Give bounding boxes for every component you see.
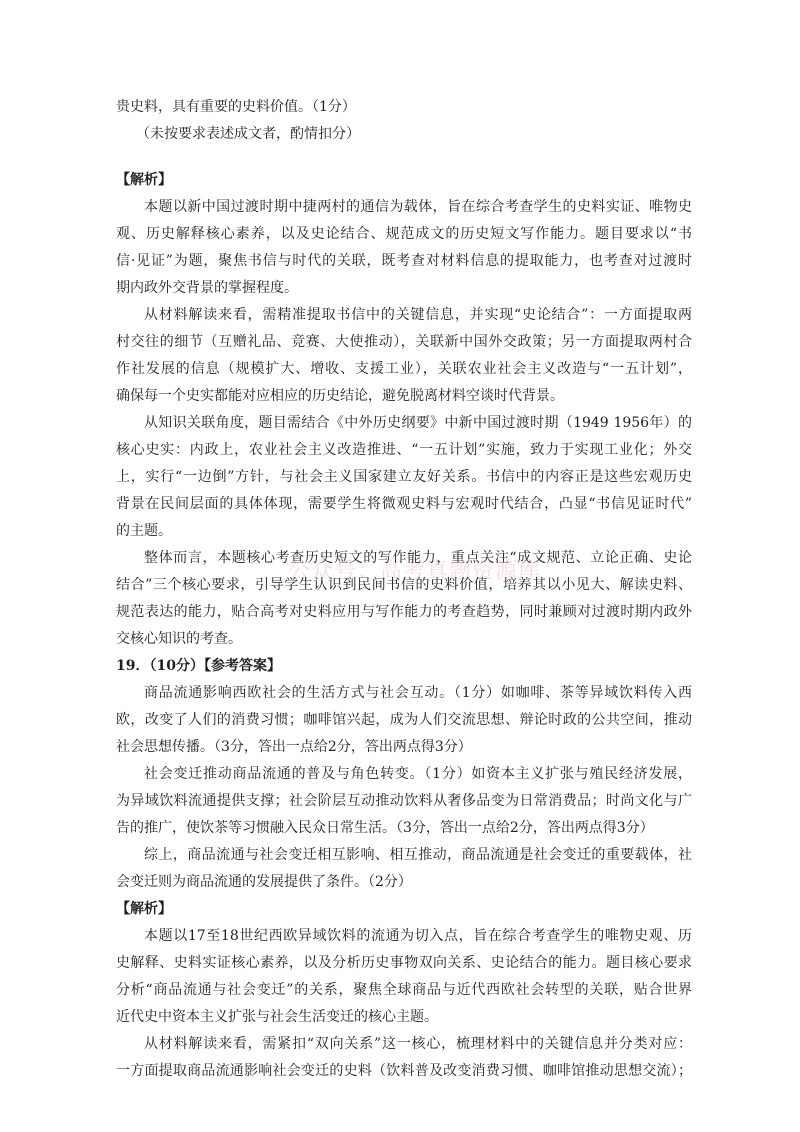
text-line: 社会变迁推动商品流通的普及与角色转变。（1分）如资本主义扩张与殖民经济发展， — [144, 766, 692, 782]
text-line: 分析“商品流通与社会变迁”的关系，聚焦全球商品与近代西欧社会转型的关联，贴合世界 — [116, 982, 692, 998]
question-19-heading: 19．（10分）【参考答案】 — [116, 658, 281, 674]
text-line: 观、历史解释核心素养，以及史论结合、规范成文的历史短文写作能力。题目要求以“书 — [116, 226, 692, 242]
text-line: 背景在民间层面的具体体现，需要学生将微观史料与宏观时代结合，凸显“书信见证时代” — [116, 496, 692, 512]
text-line: 社会思想传播。（3分，答出一点给2分，答出两点得3分） — [116, 739, 472, 755]
scoring-note: （未按要求表述成文者，酌情扣分） — [136, 126, 360, 142]
text-line: 上，实行“一边倒”方针，与社会主义国家建立友好关系。书信中的内容正是这些宏观历史 — [116, 469, 692, 485]
analysis-paragraph — [116, 923, 692, 1031]
analysis-heading: 【解析】 — [116, 901, 172, 917]
text-line: 一方面提取商品流通影响社会变迁的史料（饮料普及改变消费习惯、咖啡馆推动思想交流）； — [116, 1063, 692, 1079]
text-line: 为异域饮料流通提供支撑；社会阶层互动推动饮料从奢侈品变为日常消费品；时尚文化与广 — [116, 793, 692, 809]
text-line: 本题以17至18世纪西欧异域饮料的流通为切入点，旨在综合考查学生的唯物史观、历 — [144, 928, 692, 944]
text-line: 商品流通影响西欧社会的生活方式与社会互动。（1分）如咖啡、茶等异域饮料传入西 — [144, 685, 692, 701]
document-page — [116, 94, 692, 1085]
text-line: 近代史中资本主义扩张与社会生活变迁的核心主题。 — [116, 1009, 438, 1025]
text-line: 从知识关联角度，题目需结合《中外历史纲要》中新中国过渡时期（1949 1956年）的 — [144, 415, 692, 431]
answer-paragraph — [116, 680, 692, 761]
text-line: 结合”三个核心要求，引导学生认识到民间书信的史料价值，培养其以小见大、解读史料、 — [116, 577, 692, 593]
answer-paragraph — [116, 761, 692, 842]
text-line: 本题以新中国过渡时期中捷两村的通信为载体，旨在综合考查学生的史料实证、唯物史 — [144, 199, 692, 215]
text-line: 作社发展的信息（规模扩大、增收、支援工业），关联农业社会主义改造与“一五计划”， — [116, 361, 692, 377]
analysis-paragraph — [116, 302, 692, 410]
analysis-paragraph — [116, 194, 692, 302]
text-line: 核心史实：内政上，农业社会主义改造推进、“一五计划”实施，致力于实现工业化；外交 — [116, 442, 692, 458]
text-line: 欧，改变了人们的消费习惯；咖啡馆兴起，成为人们交流思想、辩论时政的公共空间，推动 — [116, 712, 692, 728]
text-line: 告的推广，使饮茶等习惯融入民众日常生活。（3分，答出一点给2分，答出两点得3分） — [116, 820, 654, 836]
text-line: 整体而言，本题核心考查历史短文的写作能力，重点关注“成文规范、立论正确、史论 — [144, 550, 692, 566]
text-line: 交核心知识的考查。 — [116, 631, 242, 647]
analysis-paragraph — [116, 545, 692, 653]
answer-paragraph — [116, 842, 692, 896]
analysis-heading: 【解析】 — [116, 172, 172, 188]
text-line: 从材料解读来看，需紧扣“双向关系”这一核心，梳理材料中的关键信息并分类对应： — [144, 1036, 692, 1052]
analysis-paragraph — [116, 1031, 692, 1085]
text-line: 信·见证”为题，聚焦书信与时代的关联，既考查对材料信息的提取能力，也考查对过渡时 — [116, 253, 692, 269]
analysis-paragraph — [116, 410, 692, 545]
text-line: 会变迁则为商品流通的发展提供了条件。（2分） — [116, 874, 412, 890]
text-line: 期内政外交背景的掌握程度。 — [116, 280, 298, 296]
text-line: 的主题。 — [116, 523, 172, 539]
text-line: 史解释、史料实证核心素养，以及分析历史事物双向关系、史论结合的能力。题目核心要求 — [116, 955, 692, 971]
text-line: 规范表达的能力，贴合高考对史料应用与写作能力的考查趋势，同时兼顾对过渡时期内政外 — [116, 604, 692, 620]
text-line: 确保每一个史实都能对应相应的历史结论，避免脱离材料空谈时代背景。 — [116, 388, 564, 404]
answer-tail-line: 贵史料，具有重要的史料价值。（1分） — [116, 99, 356, 115]
text-line: 综上，商品流通与社会变迁相互影响、相互推动，商品流通是社会变迁的重要载体，社 — [144, 847, 692, 863]
text-line: 从材料解读来看，需精准提取书信中的关键信息，并实现“史论结合”：一方面提取两 — [144, 307, 692, 323]
text-line: 村交往的细节（互赠礼品、竞赛、大使推动），关联新中国外交政策；另一方面提取两村合 — [116, 334, 692, 350]
watermark: 公众号：高考真题资源库 — [288, 559, 542, 584]
